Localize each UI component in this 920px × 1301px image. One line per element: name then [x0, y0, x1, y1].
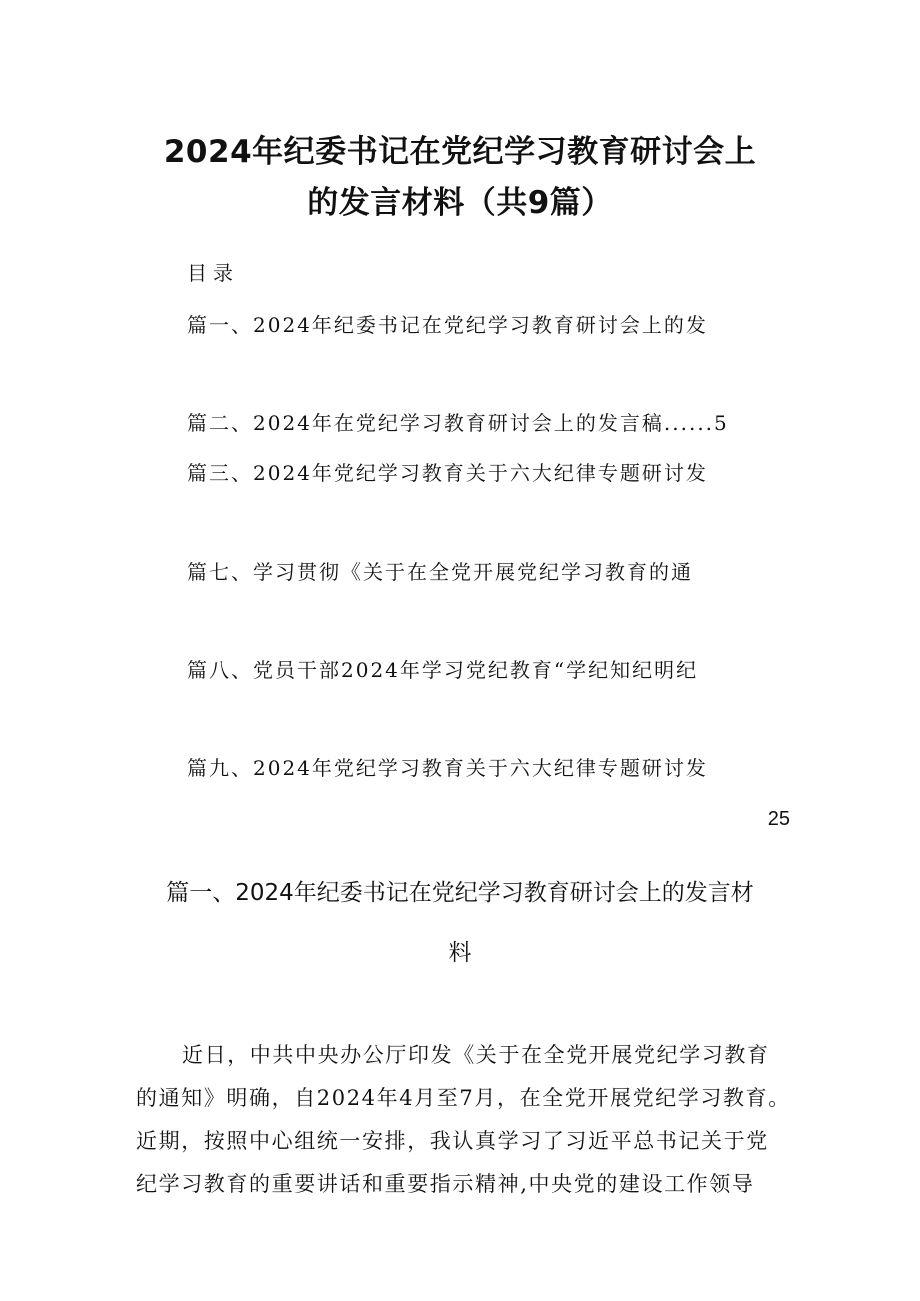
title-line-2: 的发言材料（共9篇） [307, 185, 613, 221]
section-heading-line-1: 篇一、2024年纪委书记在党纪学习教育研讨会上的发言材 [166, 880, 754, 906]
toc-item: 篇三、2024年党纪学习教育关于六大纪律专题研讨发 [187, 461, 708, 485]
body-line: 近日，中共中央办公厅印发《关于在全党开展党纪学习教育 [182, 1043, 770, 1067]
toc-item: 篇七、学习贯彻《关于在全党开展党纪学习教育的通 [187, 560, 693, 584]
body-line: 的通知》明确，自2024年4月至7月，在全党开展党纪学习教育。 [136, 1086, 791, 1110]
toc-heading: 目录 [187, 261, 239, 285]
title-line-1: 2024年纪委书记在党纪学习教育研讨会上 [163, 134, 757, 170]
toc-item: 篇一、2024年纪委书记在党纪学习教育研讨会上的发 [187, 313, 708, 337]
section-heading-line-2: 料 [448, 940, 472, 966]
body-line: 近期，按照中心组统一安排，我认真学习了习近平总书记关于党 [136, 1129, 769, 1153]
toc-item: 篇二、2024年在党纪学习教育研讨会上的发言稿......5 [187, 411, 729, 435]
toc-item: 篇九、2024年党纪学习教育关于六大纪律专题研讨发 [187, 756, 708, 780]
toc-item: 篇八、党员干部2024年学习党纪教育“学纪知纪明纪 [187, 658, 699, 682]
toc-page-number: 25 [767, 808, 790, 830]
body-line: 纪学习教育的重要讲话和重要指示精神,中央党的建设工作领导 [136, 1172, 755, 1196]
